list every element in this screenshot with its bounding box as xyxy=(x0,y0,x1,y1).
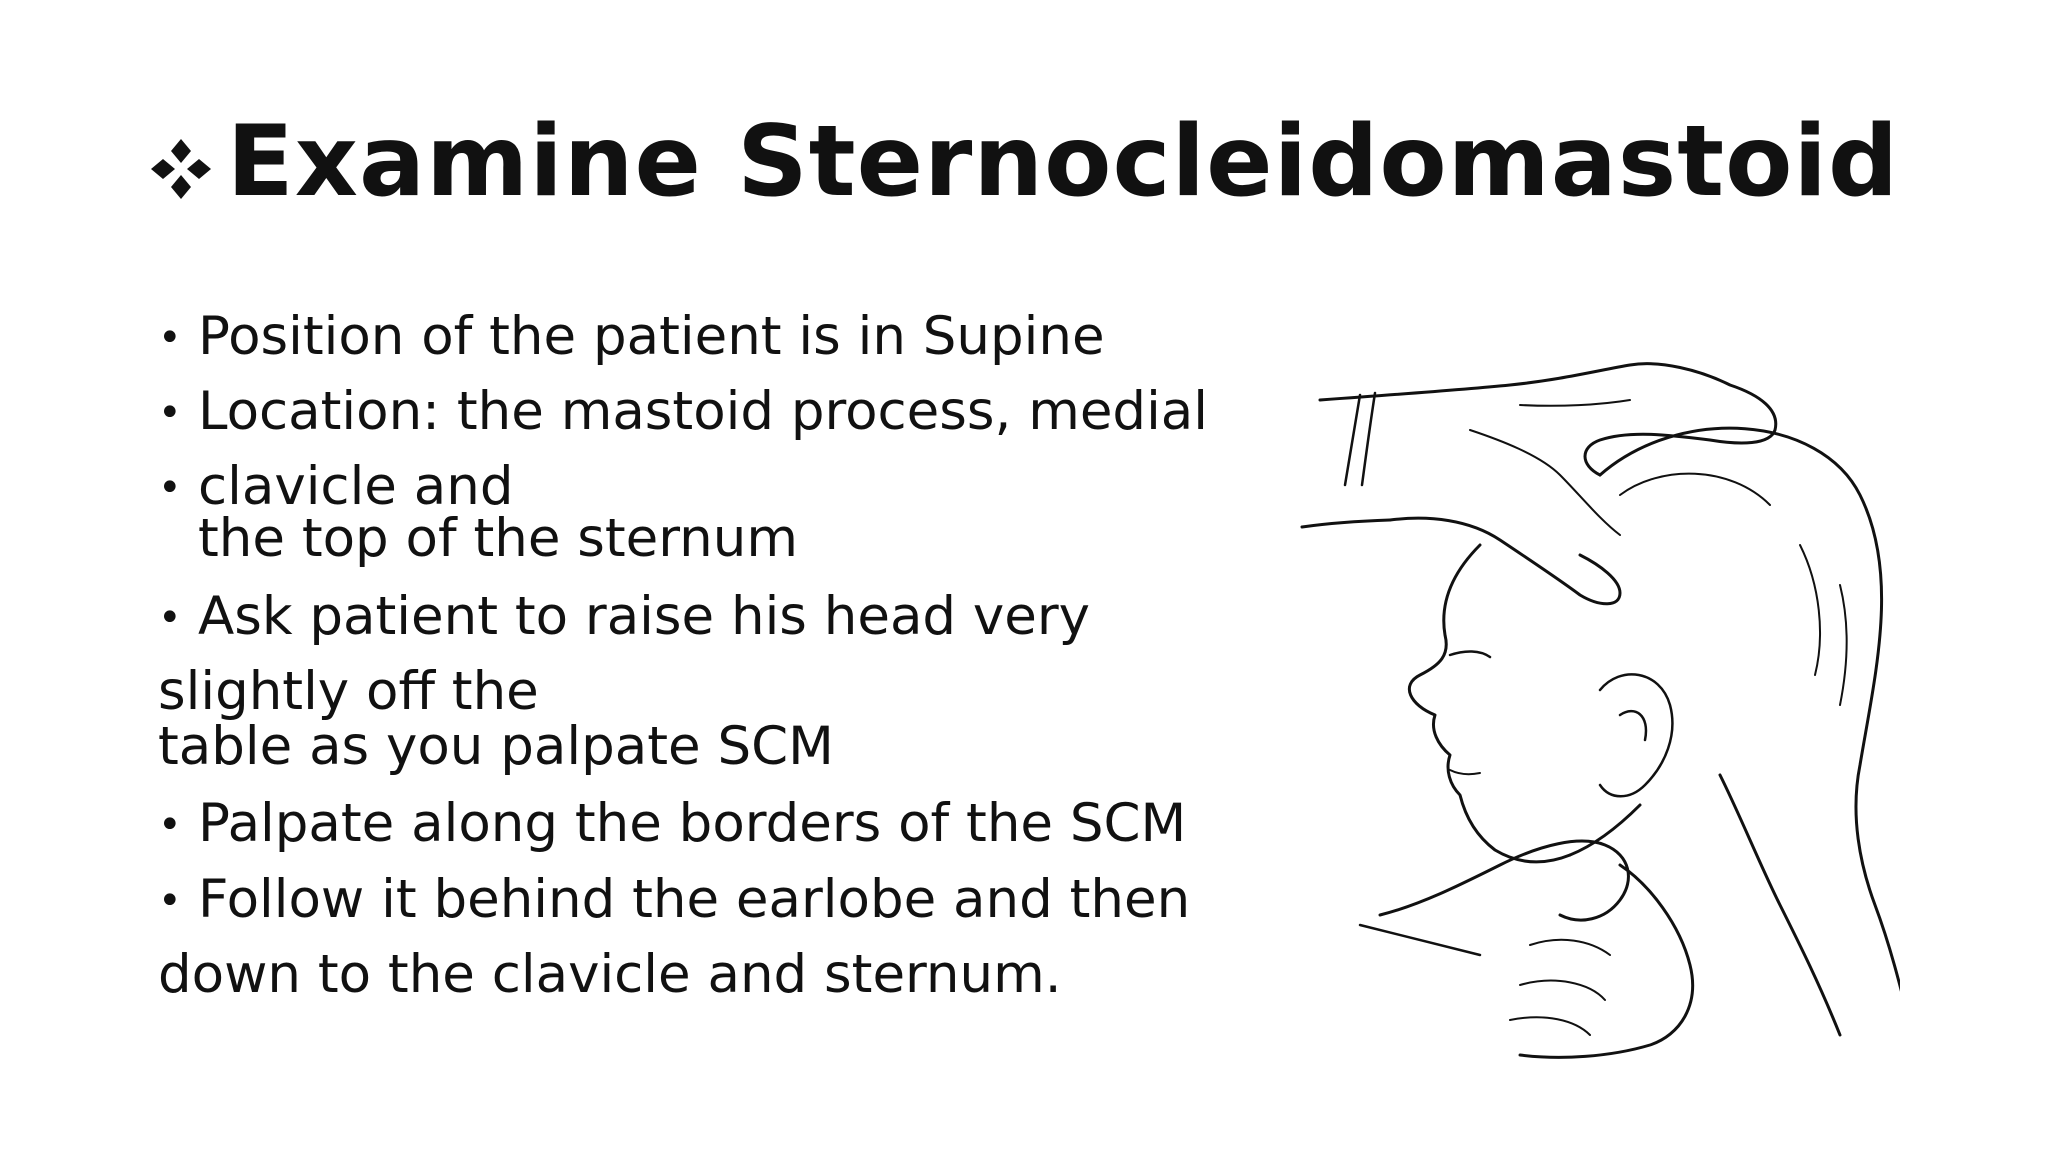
bullet-marker: • xyxy=(158,465,182,511)
list-item xyxy=(158,586,1091,647)
lower-hand xyxy=(1380,841,1693,1057)
eye xyxy=(1450,651,1490,657)
list-item-text: Follow it behind the earlobe and then xyxy=(198,869,1191,930)
slide-title-row xyxy=(0,105,2048,225)
bullet-marker: • xyxy=(158,315,182,361)
thumb xyxy=(1390,518,1620,604)
mouth xyxy=(1450,770,1480,774)
bullet-marker: • xyxy=(158,878,182,924)
list-item-text: table as you palpate SCM xyxy=(158,716,834,777)
bullet-marker: • xyxy=(158,802,182,848)
bullet-marker: • xyxy=(158,595,182,641)
lower-wrist xyxy=(1360,925,1480,955)
ear xyxy=(1600,674,1672,796)
glove-cuff xyxy=(1345,393,1375,485)
list-item-continuation xyxy=(198,508,798,569)
list-item xyxy=(158,456,514,517)
wrist-line xyxy=(1302,520,1390,527)
top-hand-knuckles xyxy=(1470,400,1630,535)
list-item-continuation xyxy=(158,661,539,722)
list-item-continuation xyxy=(158,716,834,777)
list-item-text: clavicle and xyxy=(198,456,514,517)
list-item-text: slightly off the xyxy=(158,661,539,722)
bullet-marker: • xyxy=(158,390,182,436)
list-item-text: down to the clavicle and sternum. xyxy=(158,944,1062,1005)
list-item xyxy=(158,381,1209,442)
list-item-text: Ask patient to raise his head very xyxy=(198,586,1091,647)
list-item-text: the top of the sternum xyxy=(198,508,798,569)
face-profile xyxy=(1409,545,1570,862)
list-item-text: Palpate along the borders of the SCM xyxy=(198,793,1187,854)
list-item xyxy=(158,869,1191,930)
lower-hand-fingers xyxy=(1510,940,1610,1035)
list-item xyxy=(158,306,1105,367)
slide-title: Examine Sternocleidomastoid xyxy=(226,105,1900,219)
list-item-continuation xyxy=(158,944,1062,1005)
neck-back xyxy=(1720,775,1840,1035)
list-item-text: Location: the mastoid process, medial xyxy=(198,381,1209,442)
jaw-line xyxy=(1570,805,1640,855)
hair-strands xyxy=(1620,474,1847,705)
list-item-text: Position of the patient is in Supine xyxy=(198,306,1105,367)
list-item xyxy=(158,793,1187,854)
neck-palpation-illustration xyxy=(1300,345,1900,1060)
top-hand xyxy=(1320,364,1776,475)
four-diamond-bullet-icon xyxy=(149,111,213,225)
